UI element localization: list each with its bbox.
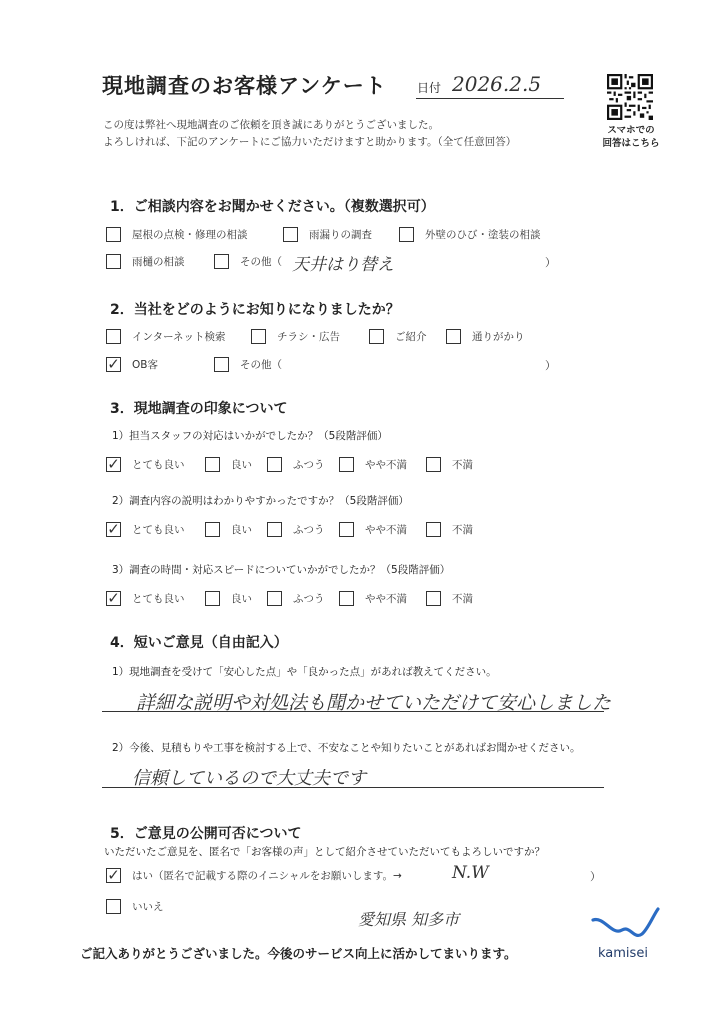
check-mark-icon: ✓ [107,866,120,884]
q2-option-internet: インターネット検索 [132,331,226,343]
q3-2-option-somewhat-bad: やや不満 [365,524,407,536]
q3-sub1-question: 1）担当スタッフの対応はいかがでしたか？（5段階評価） [112,430,388,442]
kamisei-logo-icon [590,906,662,944]
q1-option-wall: 外壁のひび・塗装の相談 [425,229,541,241]
q1-checkbox-roof[interactable] [106,227,121,242]
q5-initials-handwritten[interactable]: N.W [452,863,489,883]
q3-3-checkbox-bad[interactable] [426,591,441,606]
q4-sub1-answer[interactable]: 詳細な説明や対処法も聞かせていただけて安心しました [136,692,612,714]
q3-2-option-bad: 不満 [452,524,473,536]
location-handwritten: 愛知県 知多市 [358,910,460,929]
q4-sub1-question: 1）現地調査を受けて「安心した点」や「良かった点」があれば教えてください。 [112,666,497,678]
q3-1-checkbox-bad[interactable] [426,457,441,472]
q1-option-leak: 雨漏りの調査 [309,229,372,241]
qr-caption [596,124,666,150]
q3-3-checkbox-good[interactable] [205,591,220,606]
q3-1-checkbox-neutral[interactable] [267,457,282,472]
q3-3-option-somewhat-bad: やや不満 [365,593,407,605]
q1-checkbox-gutter[interactable] [106,254,121,269]
q5-option-no: いいえ [132,901,164,913]
kamisei-logo-text: kamisei [598,946,648,961]
q5-close-paren: ） [590,870,601,883]
q3-2-checkbox-very-good[interactable] [106,522,121,537]
q1-other-handwritten[interactable]: 天井はり替え [292,255,394,275]
q2-close-paren: ） [545,359,556,372]
q2-heading: 2．当社をどのようにお知りになりましたか？ [110,302,400,318]
q2-option-passing: 通りがかり [472,331,525,343]
qr-caption-line-2: 回答はこちら [602,138,660,149]
q5-question: いただいたご意見を、匿名で「お客様の声」として紹介させていただいてもよろしいですか？ [104,846,545,858]
q1-checkbox-leak[interactable] [283,227,298,242]
q5-checkbox-yes[interactable] [106,868,121,883]
q3-1-checkbox-somewhat-bad[interactable] [339,457,354,472]
q4-sub2-question: 2）今後、見積もりや工事を検討する上で、不安なことや知りたいことがあればお聞かせください。 [112,742,581,754]
q1-option-other: その他（ [240,256,282,268]
q3-3-checkbox-neutral[interactable] [267,591,282,606]
q3-2-option-neutral: ふつう [293,524,325,536]
q2-checkbox-referral[interactable] [369,329,384,344]
check-mark-icon: ✓ [107,520,120,538]
q1-checkbox-other[interactable] [214,254,229,269]
q3-1-option-somewhat-bad: やや不満 [365,459,407,471]
page-title: 現地調査のお客様アンケート [102,74,387,98]
q3-1-option-very-good: とても良い [132,459,185,471]
intro-line-2: よろしければ、下記のアンケートにご協力いただけますと助かります。（全て任意回答） [103,136,517,148]
q3-2-checkbox-somewhat-bad[interactable] [339,522,354,537]
q2-checkbox-passing[interactable] [446,329,461,344]
q3-3-option-good: 良い [231,593,252,605]
q1-checkbox-wall[interactable] [399,227,414,242]
q3-2-checkbox-bad[interactable] [426,522,441,537]
q2-option-other: その他（ [240,359,282,371]
q4-heading: 4．短いご意見（自由記入） [110,635,288,651]
q3-sub2-question: 2）調査内容の説明はわかりやすかったですか？（5段階評価） [112,495,409,507]
q3-3-option-neutral: ふつう [293,593,325,605]
q3-3-checkbox-somewhat-bad[interactable] [339,591,354,606]
q3-3-checkbox-very-good[interactable] [106,591,121,606]
q3-2-checkbox-good[interactable] [205,522,220,537]
q2-option-ob: OB客 [132,359,158,371]
q2-checkbox-flyer[interactable] [251,329,266,344]
q3-2-checkbox-neutral[interactable] [267,522,282,537]
check-mark-icon: ✓ [107,355,120,373]
qr-code[interactable] [607,74,653,120]
q3-3-option-very-good: とても良い [132,593,185,605]
footer-thanks: ご記入ありがとうございました。今後のサービス向上に活かしてまいります。 [80,946,517,961]
q2-checkbox-internet[interactable] [106,329,121,344]
q1-option-roof: 屋根の点検・修理の相談 [132,229,248,241]
q3-1-checkbox-very-good[interactable] [106,457,121,472]
q3-2-option-good: 良い [231,524,252,536]
q2-option-referral: ご紹介 [395,331,427,343]
q2-checkbox-other[interactable] [214,357,229,372]
q1-heading: 1．ご相談内容をお聞かせください。（複数選択可） [110,199,435,215]
q4-sub2-answer-line [102,787,604,788]
q3-1-option-bad: 不満 [452,459,473,471]
date-value: 2026.2.5 [452,72,542,96]
check-mark-icon: ✓ [107,589,120,607]
q2-option-flyer: チラシ・広告 [277,331,340,343]
q5-option-yes: はい（匿名で記載する際のイニシャルをお願いします。→ [132,870,402,882]
qr-caption-line-1: スマホでの [607,125,655,136]
date-underline [416,98,564,99]
q5-checkbox-no[interactable] [106,899,121,914]
q3-2-option-very-good: とても良い [132,524,185,536]
q3-1-option-good: 良い [231,459,252,471]
q3-1-option-neutral: ふつう [293,459,325,471]
check-mark-icon: ✓ [107,455,120,473]
q3-sub3-question: 3）調査の時間・対応スピードについていかがでしたか？（5段階評価） [112,564,451,576]
q2-checkbox-ob[interactable] [106,357,121,372]
q4-sub2-answer[interactable]: 信頼しているので大丈夫です [132,768,366,789]
q1-option-gutter: 雨樋の相談 [132,256,185,268]
intro-line-1: この度は弊社へ現地調査のご依頼を頂き誠にありがとうございました。 [103,119,439,131]
q3-heading: 3．現地調査の印象について [110,401,288,417]
q1-close-paren: ） [545,256,556,269]
q4-sub1-answer-line [102,711,604,712]
q3-1-checkbox-good[interactable] [205,457,220,472]
q3-3-option-bad: 不満 [452,593,473,605]
date-label: 日付 [417,81,442,95]
q5-heading: 5．ご意見の公開可否について [110,826,302,842]
